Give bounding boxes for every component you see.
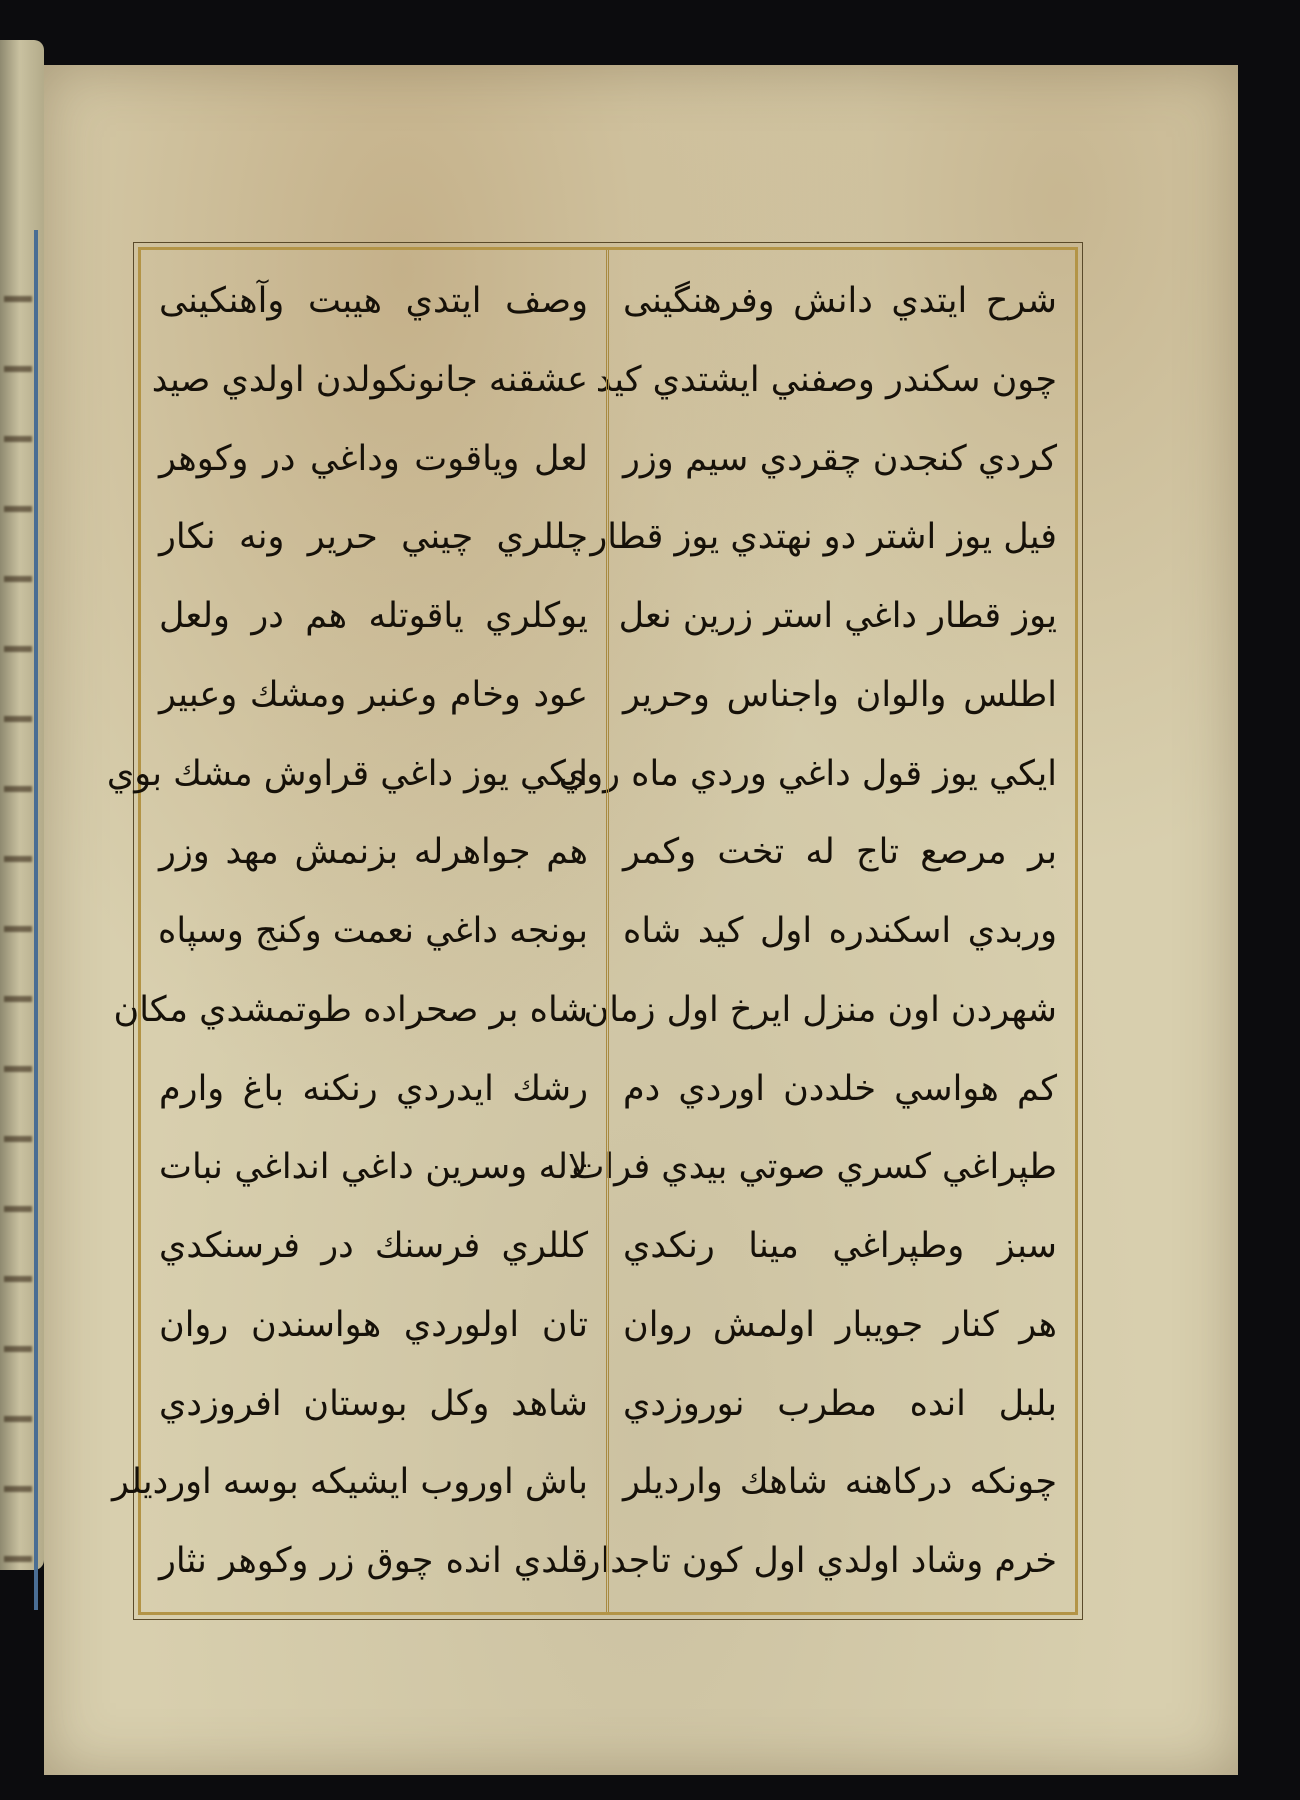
verse-line: اطلس والوان واجناس وحریر (623, 674, 1057, 715)
facing-page-blue-rule (34, 230, 38, 1610)
verse-line: وربدي اسکندره اول کید شاه (623, 911, 1057, 951)
verse-line: تان اولوردي هواسندن روان (159, 1304, 588, 1345)
verse-line: کم هواسي خلددن اوردي دم (623, 1068, 1057, 1109)
verse-line: چللري چیني حریر ونه نکار (159, 517, 588, 558)
verse-line: یوکلري یاقوتله هم در ولعل (159, 596, 588, 636)
left-text-column (106, 250, 609, 1612)
verse-line: هر کنار جویبار اولمش روان (623, 1304, 1057, 1345)
verse-line: بلبل انده مطرب نوروزدي (623, 1383, 1057, 1424)
verse-line: فيل یوز اشتر دو نهتدي یوز قطار (590, 517, 1057, 558)
verse-line: خرم وشاد اولدي اول کون تاجدار (583, 1541, 1057, 1581)
verse-line: باش اوروب ایشیکه بوسه اوردیلر (111, 1462, 588, 1503)
verse-line: ایکي یوز قول داغي وردي ماه روي (558, 753, 1057, 794)
verse-line: شاه بر صحراده طوتمشدي مکان (113, 989, 588, 1030)
verse-line: عود وخام وعنبر ومشك وعبیر (159, 674, 588, 715)
verse-line: قلدي انده چوق زر وکوهر نثار (159, 1541, 588, 1581)
verse-line: عشقنه جانونکولدن اولدي صید (151, 359, 588, 400)
verse-line: چون سکندر وصفني ایشتدي کید (595, 359, 1057, 400)
verse-line: چونکه درکاهنه شاهك واردیلر (623, 1462, 1057, 1503)
verse-line: لاله وسرین داغي انداغي نبات (159, 1147, 588, 1188)
right-text-column (558, 250, 1075, 1612)
facing-page-text-fragments (4, 270, 32, 1590)
verse-line: شاهد وکل بوستان افروزدي (159, 1383, 588, 1424)
manuscript-folio (44, 65, 1238, 1775)
verse-line: بر مرصع تاج له تخت وکمر (623, 832, 1057, 873)
verse-line: لعل ویاقوت وداغي در وکوهر (159, 438, 588, 479)
verse-line: شرح ایتدي دانش وفرهنگینی (623, 281, 1057, 321)
verse-line: شهردن اون منزل ایرخ اول زمان (583, 989, 1057, 1030)
verse-line: وصف ایتدي هیبت وآهنکینی (159, 281, 588, 321)
text-block-frame (106, 247, 1078, 1615)
facing-page-edge (0, 40, 44, 1570)
verse-line: کللري فرسنك در فرسنکدي (159, 1226, 588, 1266)
verse-line: سبز وطپراغي مینا رنکدي (623, 1226, 1057, 1266)
verse-line: ایکي یوز داغي قراوش مشك بوي (106, 753, 588, 794)
verse-line: رشك ایدردي رنکنه باغ وارم (159, 1068, 588, 1109)
verse-line: بونجه داغي نعمت وکنج وسپاه (158, 911, 588, 951)
verse-line: هم جواهرله بزنمش مهد وزر (159, 832, 588, 873)
verse-line: یوز قطار داغي استر زرین نعل (618, 596, 1057, 636)
verse-line: کردي کنجدن چقردي سیم وزر (623, 438, 1057, 479)
verse-line: طپراغي کسري صوتي بیدي فرات (571, 1147, 1057, 1188)
